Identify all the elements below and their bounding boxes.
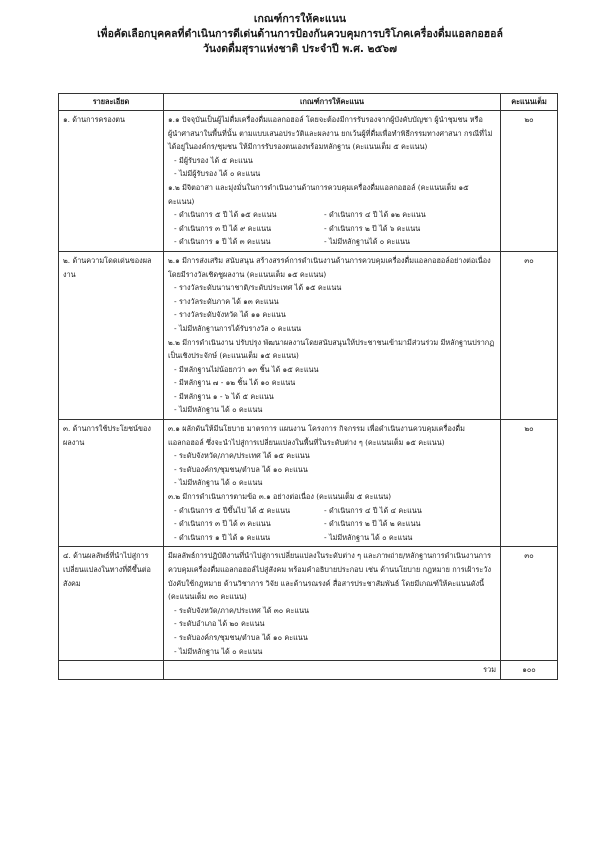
criteria-paragraph: ๑.๒ มีจิตอาสา และมุ่งมั่นในการดำเนินงานด้านการควบคุมเครื่องดื่มแอลกอฮอล์ (คะแนนเต็ม ๑๕ คะแนน) xyxy=(168,182,469,206)
row-topic: ๓. ด้านการใช้ประโยชน์ของผลงาน xyxy=(59,420,164,547)
row-criteria xyxy=(164,251,501,419)
criteria-bullet: - รางวัลระดับภาค ได้ ๑๓ คะแนน xyxy=(174,296,279,306)
criteria-bullet: - ดำเนินการ ๓ ปี ได้ ๓ คะแนน xyxy=(174,519,271,529)
row-criteria xyxy=(164,547,501,661)
criteria-bullet: - มีหลักฐานไม่น้อยกว่า ๑๓ ชิ้น ได้ ๑๕ คะแนน xyxy=(174,364,319,374)
criteria-bullet: - ไม่มีหลักฐานการได้รับรางวัล ๐ คะแนน xyxy=(174,323,302,333)
row-criteria xyxy=(164,111,501,252)
criteria-bullet: - รางวัลระดับจังหวัด ได้ ๑๑ คะแนน xyxy=(174,310,286,320)
document-title: เกณฑ์การให้คะแนน xyxy=(253,13,347,25)
table-row xyxy=(59,420,558,547)
criteria-bullet: - ไม่มีหลักฐาน ได้ ๐ คะแนน xyxy=(174,478,263,488)
table-header-row xyxy=(59,94,558,111)
row-full-score: ๒๐ xyxy=(501,420,558,547)
criteria-bullet: - รางวัลระดับนานาชาติ/ระดับประเทศ ได้ ๑๕ คะแนน xyxy=(174,283,342,293)
document-year-line: วันงดดื่มสุราแห่งชาติ ประจำปี พ.ศ. ๒๕๖๗ xyxy=(203,43,397,55)
criteria-pair xyxy=(168,504,496,518)
criteria-bullet: - ดำเนินการ ๕ ปีขึ้นไป ได้ ๕ คะแนน xyxy=(174,505,291,515)
criteria-bullet: - มีผู้รับรอง ได้ ๕ คะแนน xyxy=(174,155,253,165)
header-detail: รายละเอียด xyxy=(59,94,164,111)
table-total-row xyxy=(59,661,558,680)
criteria-bullet: - ดำเนินการ ๕ ปี ได้ ๑๕ คะแนน xyxy=(174,210,277,220)
criteria-bullet: - ระดับจังหวัด/ภาค/ประเทศ ได้ ๑๕ คะแนน xyxy=(174,451,310,461)
criteria-bullet: - ระดับองค์กร/ชุมชน/ตำบล ได้ ๑๐ คะแนน xyxy=(174,632,308,642)
criteria-bullet: - ไม่มีหลักฐาน ได้ ๐ คะแนน xyxy=(324,532,413,542)
row-topic: ๒. ด้านความโดดเด่นของผลงาน xyxy=(59,251,164,419)
criteria-bullet: - ไม่มีผู้รับรอง ได้ ๐ คะแนน xyxy=(174,169,261,179)
criteria-bullet: - ดำเนินการ ๒ ปี ได้ ๖ คะแนน xyxy=(324,223,421,233)
criteria-table xyxy=(58,93,558,680)
criteria-paragraph: ๑.๑ ปัจจุบันเป็นผู้ไม่ดื่มเครื่องดื่มแอลกอฮอล์ โดยจะต้องมีการรับรองจากผู้บังคับบัญชา ผู้นำชุมชน หรือผู้นำศาสนาในพื้นที่นั้น ตามแบบเสนอประวัติและผลงาน ยกเว้นผู้ที่ดื่มเพื่อทำพิธีกรรมทางศาสนา กรณีที่ไม่ได้อยู่ในองค์กร/ชุมชน ให้มีการรับรองตนเองพร้อมหลักฐาน (คะแนนเต็ม ๕ คะแนน) xyxy=(168,115,493,152)
criteria-bullet: - ไม่มีหลักฐาน ได้ ๐ คะแนน xyxy=(174,405,263,415)
criteria-bullet: - ระดับองค์กร/ชุมชน/ตำบล ได้ ๑๐ คะแนน xyxy=(174,464,308,474)
row-criteria xyxy=(164,420,501,547)
document-subtitle: เพื่อคัดเลือกบุคคลที่ดำเนินการดีเด่นด้านการป้องกันควบคุมการบริโภคเครื่องดื่มแอลกอฮอล์ xyxy=(97,28,503,40)
criteria-bullet: - ดำเนินการ ๔ ปี ได้ ๑๒ คะแนน xyxy=(324,210,426,220)
criteria-paragraph: ๒.๑ มีการส่งเสริม สนับสนุน สร้างสรรค์การดำเนินงานด้านการควบคุมเครื่องดื่มแอลกอฮอล์อย่างต่อเนื่อง โดยมีรางวัลเชิดชูผลงาน (คะแนนเต็ม ๑๕ คะแนน) xyxy=(168,255,491,279)
criteria-bullet: - มีหลักฐาน ๑ - ๖ ได้ ๕ คะแนน xyxy=(174,391,274,401)
total-score: ๑๐๐ xyxy=(501,661,558,680)
criteria-bullet: - ดำเนินการ ๒ ปี ได้ ๒ คะแนน xyxy=(324,519,421,529)
criteria-paragraph: มีผลลัพธ์การปฏิบัติงานที่นำไปสู่การเปลี่ยนแปลงในระดับต่าง ๆ และภาพถ่าย/หลักฐานการดำเนินงานการควบคุมเครื่องดื่มแอลกอฮอล์ไปสู่สังคม พร้อมคำอธิบายประกอบ เช่น ด้านนโยบาย กฎหมาย การเฝ้าระวัง บังคับใช้กฎหมาย ด้านวิชาการ วิจัย และด้านรณรงค์ สื่อสารประชาสัมพันธ์ โดยมีเกณฑ์ให้คะแนนดังนี้ (คะแนนเต็ม ๓๐ คะแนน) xyxy=(168,551,492,602)
table-row xyxy=(59,111,558,252)
criteria-bullet: - ดำเนินการ ๓ ปี ได้ ๙ คะแนน xyxy=(174,223,272,233)
criteria-bullet: - ไม่มีหลักฐานได้ ๐ คะแนน xyxy=(324,237,411,247)
row-full-score: ๓๐ xyxy=(501,547,558,661)
criteria-paragraph: ๓.๑ ผลักดันให้มีนโยบาย มาตรการ แผนงาน โครงการ กิจกรรม เพื่อดำเนินงานควบคุมเครื่องดื่มแอลกอฮอล์ ซึ่งจะนำไปสู่การเปลี่ยนแปลงในพื้นที่ในระดับต่าง ๆ (คะแนนเต็ม ๑๕ คะแนน) xyxy=(168,424,465,447)
total-label: รวม xyxy=(164,661,501,680)
criteria-bullet: - ระดับอำเภอ ได้ ๒๐ คะแนน xyxy=(174,619,265,629)
criteria-pair xyxy=(168,222,496,236)
row-topic: ๔. ด้านผลลัพธ์ที่นำไปสู่การเปลี่ยนแปลงในทางที่ดีขึ้นต่อสังคม xyxy=(59,547,164,661)
criteria-paragraph: ๒.๒ มีการดำเนินงาน ปรับปรุง พัฒนาผลงานโดยสนับสนุนให้ประชาชนเข้ามามีส่วนร่วม มีหลักฐานปรากฏเป็นเชิงประจักษ์ (คะแนนเต็ม ๑๕ คะแนน) xyxy=(168,337,495,361)
row-full-score: ๓๐ xyxy=(501,251,558,419)
header-full-score: คะแนนเต็ม xyxy=(501,94,558,111)
criteria-pair xyxy=(168,517,496,531)
criteria-bullet: - ดำเนินการ ๑ ปี ได้ ๓ คะแนน xyxy=(174,237,271,247)
header-criteria: เกณฑ์การให้คะแนน xyxy=(164,94,501,111)
criteria-paragraph: ๓.๒ มีการดำเนินการตามข้อ ๓.๑ อย่างต่อเนื่อง (คะแนนเต็ม ๕ คะแนน) xyxy=(168,492,392,502)
criteria-pair xyxy=(168,208,496,222)
criteria-pair xyxy=(168,531,496,545)
criteria-bullet: - ระดับจังหวัด/ภาค/ประเทศ ได้ ๓๐ คะแนน xyxy=(174,605,310,615)
total-spacer xyxy=(59,661,164,680)
criteria-pair xyxy=(168,235,496,249)
criteria-bullet: - ดำเนินการ ๔ ปี ได้ ๔ คะแนน xyxy=(324,505,422,515)
table-row xyxy=(59,251,558,419)
row-topic: ๑. ด้านการครองตน xyxy=(59,111,164,252)
criteria-bullet: - ดำเนินการ ๑ ปี ได้ ๑ คะแนน xyxy=(174,532,271,542)
table-row xyxy=(59,547,558,661)
criteria-bullet: - มีหลักฐาน ๗ - ๑๒ ชิ้น ได้ ๑๐ คะแนน xyxy=(174,378,296,388)
row-full-score: ๒๐ xyxy=(501,111,558,252)
criteria-bullet: - ไม่มีหลักฐาน ได้ ๐ คะแนน xyxy=(174,646,263,656)
